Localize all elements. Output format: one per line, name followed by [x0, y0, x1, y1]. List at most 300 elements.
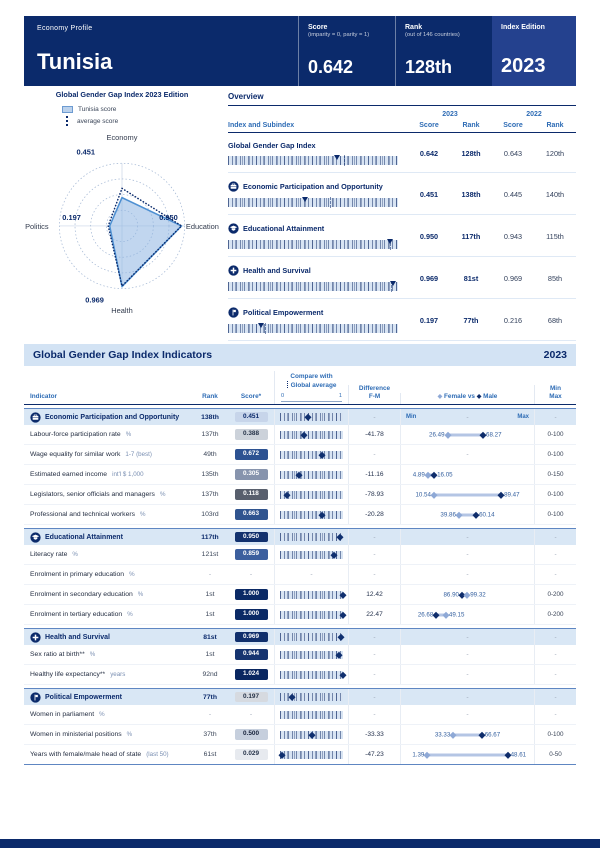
indicator-score: -: [249, 571, 253, 578]
rank-2022: 140th: [545, 189, 565, 199]
indicator-rank: 117th: [201, 533, 219, 541]
rank-2023: 138th: [461, 189, 481, 199]
female-male-bar: [425, 725, 510, 744]
distribution-strip: [280, 633, 343, 641]
indicator-score: [228, 545, 274, 564]
indicator-name: Sex ratio at birth** %: [30, 651, 96, 658]
indicator-score: [228, 465, 274, 484]
indicator-row: [24, 505, 576, 525]
col-rank-2022: Rank: [546, 122, 564, 129]
indicator-score: [228, 605, 274, 624]
distribution-strip: [280, 491, 343, 499]
distribution-strip: [280, 611, 343, 619]
indicator-range: -: [534, 705, 576, 724]
low-value-label: 26.68: [417, 611, 434, 618]
score-marker: [340, 611, 346, 617]
country-score-marker: [302, 197, 308, 202]
score-2023: 0.969: [419, 273, 439, 283]
average-marker: [265, 323, 266, 334]
indicator-row: Literacy rate % 121st 0.859 - - -: [24, 545, 576, 565]
indicator-rank: 121st: [201, 551, 219, 558]
indicator-range: 0-100: [534, 445, 576, 464]
axis-min-label: 0: [281, 393, 285, 400]
score-axis: [281, 395, 342, 402]
col-score-2022: Score: [503, 122, 523, 129]
female-male-bar: [412, 745, 527, 764]
radar-title: Global Gender Gap Index 2023 Edition: [55, 90, 189, 99]
index-edition-block: [492, 16, 576, 86]
score-marker: [319, 511, 325, 517]
difference-f-m: -: [348, 629, 400, 645]
indicator-row: Healthy life expectancy** years 92nd 1.024 - - -: [24, 665, 576, 685]
score-marker: [338, 634, 344, 640]
indicator-unit: %: [99, 711, 105, 718]
rank-2022: 120th: [545, 148, 565, 158]
distribution-strip: [280, 413, 343, 421]
score-chip: 1.000: [235, 589, 268, 600]
low-value-label: 26.49: [429, 431, 445, 438]
axis-max-label: 1: [338, 393, 342, 400]
distribution-strip: [280, 731, 343, 739]
indicator-name: Enrolment in tertiary education %: [30, 611, 133, 618]
score-chip: 0.950: [235, 532, 268, 543]
indicator-rank: 1st: [205, 651, 215, 658]
overview-section: [228, 92, 576, 341]
score-2022: 0.969: [503, 273, 523, 283]
col-compare-global-average: Compare with Global average 0 1: [274, 371, 348, 404]
indicator-name: Economic Participation and Opportunity: [24, 409, 192, 425]
indicator-name: Enrolment in primary education %: [30, 571, 135, 578]
indicator-row: [24, 465, 576, 485]
indicator-name: Educational Attainment: [24, 529, 192, 545]
fvm-min-label: Min: [406, 414, 417, 420]
indicator-row: [24, 725, 576, 745]
score-marker: [305, 414, 311, 420]
score-chip: 0.944: [235, 649, 268, 660]
indicator-unit: int'l $ 1,000: [112, 471, 144, 478]
indicator-score: [228, 585, 274, 604]
radar-legend: [62, 106, 220, 126]
score-chip: 0.500: [235, 729, 268, 740]
indicator-range: 0-150: [534, 465, 576, 484]
page-footer-bar: [0, 839, 600, 848]
score-marker: [279, 751, 285, 757]
col-2022: 2022: [526, 111, 542, 118]
score-marker: [331, 551, 337, 557]
col-score-2023: Score: [419, 122, 439, 129]
political-empowerment-icon: [30, 692, 41, 703]
score-distribution-strip: [228, 282, 398, 291]
indicator-score: [228, 425, 274, 444]
indicator-range: 0-100: [534, 505, 576, 524]
indicator-range: -: [534, 565, 576, 584]
indicator-rank: 81st: [203, 633, 217, 641]
indicator-rank: -: [208, 571, 212, 578]
distribution-strip: [280, 471, 343, 479]
rank-2023: 128th: [461, 148, 481, 158]
indicator-rank: 61st: [203, 751, 217, 758]
rank-sublabel: (out of 146 countries): [405, 32, 460, 38]
overview-row: [228, 215, 576, 257]
value-economy: 0.451: [76, 147, 96, 157]
indicator-range: -: [534, 529, 576, 545]
health-survival-icon: [30, 632, 41, 643]
rank-2022: 68th: [547, 315, 563, 325]
header-country-block: [24, 16, 298, 86]
legend-average-label: average score: [77, 117, 119, 125]
distribution-strip: [280, 591, 343, 599]
difference-f-m: -: [348, 565, 400, 584]
health-survival-icon: [228, 265, 239, 276]
difference-f-m: -47.23: [348, 745, 400, 764]
indicators-title: Global Gender Gap Index Indicators: [33, 349, 213, 361]
male-diamond-icon: ◆: [476, 393, 482, 400]
high-value-label: 16.05: [437, 471, 453, 478]
distribution-strip: [280, 551, 343, 559]
overview-row: [228, 173, 576, 215]
edition-label: Index Edition: [501, 24, 545, 31]
educational-attainment-icon: [228, 223, 239, 234]
difference-f-m: 22.47: [348, 605, 400, 624]
col-score: Score*: [240, 393, 262, 400]
indicator-range: 0-200: [534, 605, 576, 624]
country-score-marker: [334, 155, 340, 160]
indicator-score: [228, 745, 274, 764]
rank-2023: 117th: [461, 231, 481, 241]
indicator-row: Wage equality for similar work 1-7 (best) 49th 0.672 - - 0-100: [24, 445, 576, 465]
rank-2023: 81st: [463, 273, 479, 283]
axis-economy: Economy: [106, 132, 138, 142]
rank-2022: 115th: [546, 231, 564, 241]
indicator-score: [228, 725, 274, 744]
score-2023: 0.451: [419, 189, 439, 199]
indicator-score: [228, 409, 274, 425]
indicator-name: Enrolment in secondary education %: [30, 591, 144, 598]
indicator-range: -: [534, 545, 576, 564]
educational-attainment-icon: [30, 532, 41, 543]
col-indicator: Indicator: [30, 393, 57, 400]
indicator-unit: %: [159, 491, 166, 498]
dotted-average-line-icon: [287, 381, 288, 388]
indicator-unit: %: [127, 611, 133, 618]
indicator-section-row: Political Empowerment 77th 0.197 - - -: [24, 688, 576, 705]
indicator-section-row: Economic Participation and Opportunity 138th 0.451 - Min Max - -: [24, 408, 576, 425]
score-2022: 0.216: [503, 315, 523, 325]
indicator-rank: 49th: [203, 451, 217, 458]
col-min-max: Min Max: [534, 385, 576, 404]
score-chip: 1.000: [235, 609, 268, 620]
difference-f-m: -: [348, 529, 400, 545]
radar-section: [24, 90, 220, 315]
indicator-range: 0-50: [534, 745, 576, 764]
indicator-name: Legislators, senior officials and managers %: [30, 491, 166, 498]
legend-item-tunisia: [62, 106, 220, 113]
distribution-strip: [280, 693, 343, 701]
indicator-name: Healthy life expectancy** years: [30, 671, 126, 678]
page-header: [24, 16, 576, 86]
female-male-bar: [415, 485, 520, 504]
difference-f-m: 12.42: [348, 585, 400, 604]
indicator-unit: %: [129, 571, 135, 578]
country-score-marker: [390, 281, 396, 286]
difference-f-m: -11.16: [348, 465, 400, 484]
col-difference-f-m: Difference F-M: [348, 385, 400, 404]
score-chip: 0.672: [235, 449, 268, 460]
low-value-label: 10.54: [415, 491, 431, 498]
indicator-name: Health and Survival: [24, 629, 192, 645]
score-2023: 0.197: [419, 315, 439, 325]
indicator-unit: %: [72, 551, 78, 558]
indicator-row: [24, 485, 576, 505]
female-male-bar: [425, 425, 510, 444]
header-eyebrow: Economy Profile: [37, 25, 93, 32]
difference-f-m: -: [348, 445, 400, 464]
score-marker: [337, 534, 343, 540]
axis-health: Health: [111, 306, 133, 315]
score-marker: [301, 431, 307, 437]
score-2023: 0.950: [419, 231, 439, 241]
distribution-strip: [280, 751, 343, 759]
difference-f-m: -78.93: [348, 485, 400, 504]
indicator-name: Labour-force participation rate %: [30, 431, 132, 438]
overview-row: [228, 299, 576, 341]
indicators-section: [24, 344, 576, 765]
indicator-rank: 135th: [201, 471, 219, 478]
indicator-unit: %: [125, 431, 132, 438]
header-score-block: [298, 16, 395, 86]
indicator-rank: 77th: [203, 693, 217, 701]
indicator-unit: years: [110, 671, 126, 678]
rank-2022: 85th: [547, 273, 563, 283]
col-rank-2023: Rank: [462, 122, 480, 129]
low-value-label: 86.90: [443, 591, 459, 598]
indicator-rank: -: [208, 711, 212, 718]
value-health: 0.969: [85, 295, 104, 305]
high-value-label: 66.67: [484, 731, 501, 738]
tunisia-score-swatch-icon: [62, 106, 73, 113]
overview-header: [228, 106, 576, 133]
high-value-label: 89.47: [504, 491, 520, 498]
indicator-unit: %: [126, 731, 133, 738]
subindex-label: Global Gender Gap Index: [228, 141, 316, 150]
col-index-and-subindex: Index and Subindex: [228, 122, 295, 129]
value-education: 0.950: [159, 213, 178, 223]
female-male-bar: [425, 505, 510, 524]
female-male-bar: [425, 585, 510, 604]
score-marker: [340, 591, 346, 597]
subindex-label: Political Empowerment: [228, 307, 408, 318]
indicator-section-row: Educational Attainment 117th 0.950 - - -: [24, 528, 576, 545]
value-politics: 0.197: [62, 213, 81, 223]
indicator-score: [228, 645, 274, 664]
indicator-rank: 1st: [205, 591, 215, 598]
indicator-score: [228, 505, 274, 524]
score-marker: [336, 651, 342, 657]
indicator-score: [228, 629, 274, 645]
score-marker: [296, 471, 302, 477]
axis-education: Education: [185, 221, 219, 231]
distribution-strip: [280, 511, 343, 519]
distribution-strip: [280, 533, 343, 541]
indicator-name: Estimated earned income int'l $ 1,000: [30, 471, 144, 478]
score-marker: [284, 491, 290, 497]
score-marker: [308, 731, 314, 737]
political-empowerment-icon: [228, 307, 239, 318]
score-sublabel: (imparity = 0, parity = 1): [308, 32, 370, 38]
rank-label: Rank: [405, 24, 423, 31]
overview-row: [228, 257, 576, 299]
score-chip: 0.663: [235, 509, 268, 520]
indicator-range: -: [534, 409, 576, 425]
distribution-strip: [280, 431, 343, 439]
indicator-range: 0-100: [534, 485, 576, 504]
edition-value: 2023: [501, 55, 546, 77]
score-chip: 0.451: [235, 412, 268, 423]
female-male-bar: [417, 605, 510, 624]
distribution-strip: [280, 451, 343, 459]
legend-tunisia-label: Tunisia score: [78, 106, 117, 113]
indicator-row: Enrolment in primary education % - - - - - -: [24, 565, 576, 585]
col-female-vs-male: ◆ Female vs ◆ Male: [400, 393, 534, 405]
indicator-row: Sex ratio at birth** % 1st 0.944 - - -: [24, 645, 576, 665]
indicator-unit: (last 50): [146, 751, 169, 758]
score-distribution-strip: [228, 198, 398, 207]
score-2022: 0.943: [503, 231, 523, 241]
rank-2023: 77th: [463, 315, 479, 325]
score-distribution-strip: [228, 324, 398, 333]
indicator-section-row: Health and Survival 81st 0.969 - - -: [24, 628, 576, 645]
score-marker: [319, 451, 325, 457]
high-value-label: 99.32: [470, 591, 486, 598]
subindex-label: Economic Participation and Opportunity: [228, 181, 408, 192]
difference-f-m: -: [348, 665, 400, 684]
score-chip: 1.024: [235, 669, 268, 680]
indicator-row: [24, 425, 576, 445]
average-score-dotted-icon: [66, 116, 68, 126]
indicator-row: [24, 585, 576, 605]
difference-f-m: -: [348, 645, 400, 664]
economic-participation-icon: [30, 412, 41, 423]
indicator-rank: 137th: [201, 431, 219, 438]
indicator-rank: 103rd: [201, 511, 219, 518]
indicator-name: Women in parliament %: [30, 711, 105, 718]
indicator-range: -: [534, 665, 576, 684]
country-score-marker: [387, 239, 393, 244]
distribution-strip: [280, 711, 343, 719]
overview-rows: [228, 133, 576, 341]
indicator-row: Women in parliament % - - - - -: [24, 705, 576, 725]
radar-chart: [24, 129, 220, 315]
indicator-rank: 92nd: [202, 671, 218, 678]
difference-f-m: -: [348, 689, 400, 705]
tunisia-polygon: [110, 198, 182, 287]
country-score-marker: [258, 323, 264, 328]
high-value-label: 49.15: [448, 611, 465, 618]
indicator-range: 0-100: [534, 725, 576, 744]
female-diamond-icon: ◆: [437, 393, 443, 400]
score-distribution-strip: [228, 156, 398, 165]
indicator-rank: 37th: [203, 731, 217, 738]
header-rank-block: [395, 16, 492, 86]
score-label: Score: [308, 24, 328, 31]
overview-row: [228, 133, 576, 173]
subindex-label: Health and Survival: [228, 265, 408, 276]
distribution-strip: [280, 671, 343, 679]
axis-politics: Politics: [25, 221, 49, 231]
score-value: 0.642: [308, 57, 354, 77]
indicator-range: -: [534, 689, 576, 705]
indicator-rank: 137th: [201, 491, 219, 498]
score-chip: 0.118: [235, 489, 268, 500]
indicator-name: Wage equality for similar work 1-7 (best): [30, 451, 152, 458]
indicator-range: -: [534, 645, 576, 664]
high-value-label: 68.27: [486, 431, 502, 438]
indicator-range: -: [534, 629, 576, 645]
overview-title: Overview: [228, 92, 576, 106]
score-chip: 0.859: [235, 549, 268, 560]
difference-f-m: -: [348, 545, 400, 564]
indicator-rank: 138th: [201, 413, 219, 421]
country-name: Tunisia: [37, 49, 113, 74]
difference-f-m: -20.28: [348, 505, 400, 524]
indicator-name: Literacy rate %: [30, 551, 78, 558]
score-chip: 0.969: [235, 632, 268, 643]
indicator-unit: %: [137, 591, 144, 598]
distribution-strip: [280, 651, 343, 659]
score-2023: 0.642: [419, 148, 439, 158]
low-value-label: 1.39: [412, 751, 425, 758]
indicator-unit: %: [140, 511, 146, 518]
score-2022: 0.445: [503, 189, 523, 199]
indicator-range: 0-200: [534, 585, 576, 604]
col-2023: 2023: [442, 111, 458, 118]
score-marker: [340, 671, 346, 677]
indicator-score: [228, 445, 274, 464]
indicator-score: [228, 689, 274, 705]
score-chip: 0.029: [235, 749, 268, 760]
indicator-name: Professional and technical workers %: [30, 511, 146, 518]
indicator-score: -: [249, 711, 253, 718]
score-marker: [289, 694, 295, 700]
indicator-score: [228, 485, 274, 504]
indicators-year: 2023: [543, 349, 567, 361]
low-value-label: 39.86: [440, 511, 456, 518]
indicators-title-bar: [24, 344, 576, 366]
score-chip: 0.305: [235, 469, 268, 480]
indicator-name: Years with female/male head of state (last 50): [30, 751, 169, 758]
fvm-max-label: Max: [517, 414, 529, 420]
indicators-header: [24, 371, 576, 405]
difference-f-m: -: [348, 409, 400, 425]
indicator-score: [228, 529, 274, 545]
indicator-name: Women in ministerial positions %: [30, 731, 133, 738]
average-marker: [330, 197, 331, 208]
female-male-bar: [412, 465, 510, 484]
indicator-name: Political Empowerment: [24, 689, 192, 705]
economic-participation-icon: [228, 181, 239, 192]
difference-f-m: -41.78: [348, 425, 400, 444]
high-value-label: 60.14: [479, 511, 495, 518]
indicator-row: [24, 605, 576, 625]
score-2022: 0.643: [503, 148, 523, 158]
low-value-label: 33.33: [434, 731, 451, 738]
legend-item-average: [62, 116, 220, 126]
indicator-range: 0-100: [534, 425, 576, 444]
low-value-label: 4.89: [412, 471, 425, 478]
indicator-rank: 1st: [205, 611, 215, 618]
high-value-label: 48.61: [510, 751, 527, 758]
average-marker: [344, 155, 345, 166]
